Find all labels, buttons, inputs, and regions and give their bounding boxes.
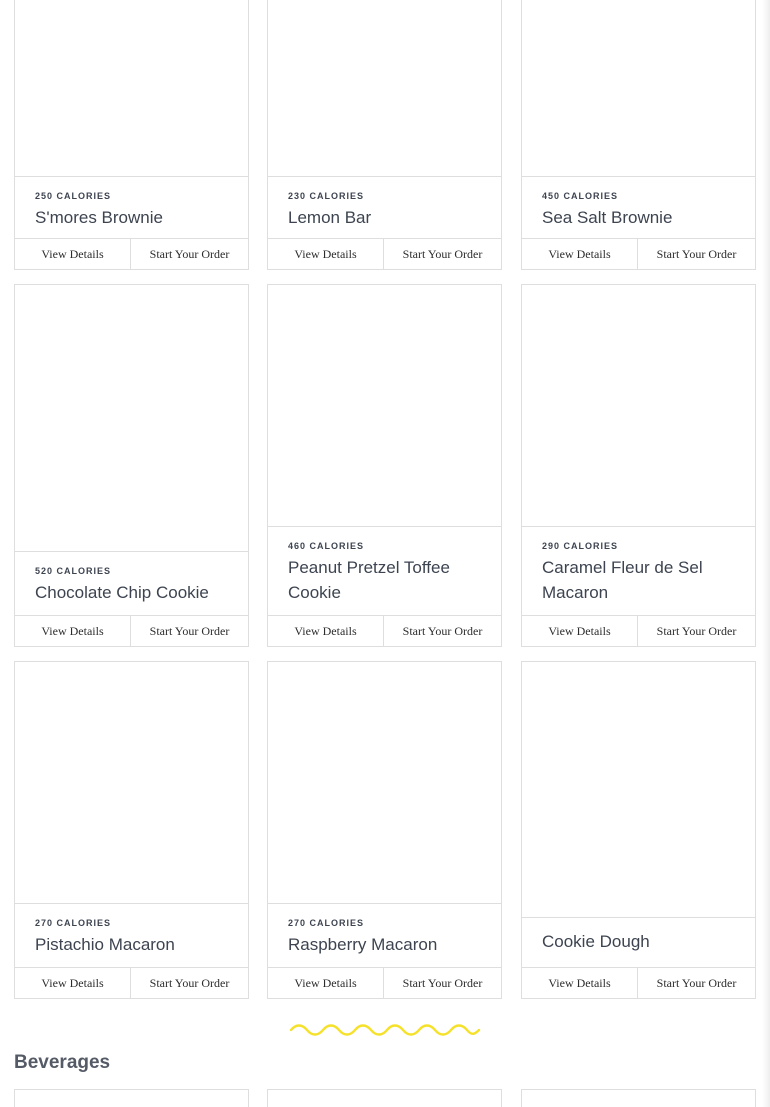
start-order-button[interactable]: Start Your Order	[402, 247, 483, 261]
product-name: S'mores Brownie	[35, 208, 163, 227]
view-details-button[interactable]: View Details	[15, 616, 131, 646]
product-card	[267, 661, 502, 999]
product-name: Peanut Pretzel Toffee Cookie	[288, 558, 450, 602]
product-name: Caramel Fleur de Sel Macaron	[542, 558, 703, 602]
product-calories: 290 CALORIES	[542, 541, 619, 551]
start-order-button[interactable]: Start Your Order	[656, 976, 737, 990]
wavy-divider-icon	[289, 1021, 481, 1039]
view-details-button[interactable]: View Details	[268, 968, 384, 998]
product-image[interactable]	[268, 0, 501, 176]
product-calories: 520 CALORIES	[35, 566, 112, 576]
view-details-button[interactable]: View Details	[15, 968, 131, 998]
view-details-button[interactable]: View Details	[15, 239, 131, 269]
product-image[interactable]	[522, 285, 755, 526]
product-calories: 450 CALORIES	[542, 191, 619, 201]
product-card[interactable]	[521, 1089, 756, 1107]
start-order-button[interactable]: Start Your Order	[656, 247, 737, 261]
view-details-button[interactable]: View Details	[268, 616, 384, 646]
start-order-button[interactable]: Start Your Order	[656, 624, 737, 638]
product-name: Sea Salt Brownie	[542, 208, 673, 227]
product-calories: 230 CALORIES	[288, 191, 365, 201]
product-calories: 250 CALORIES	[35, 191, 112, 201]
product-card	[267, 0, 502, 270]
product-card	[14, 284, 249, 647]
view-details-button[interactable]: View Details	[522, 968, 638, 998]
product-card	[14, 661, 249, 999]
start-order-button[interactable]: Start Your Order	[149, 247, 230, 261]
product-image[interactable]	[268, 285, 501, 526]
view-details-button[interactable]: View Details	[522, 616, 638, 646]
product-image[interactable]	[15, 0, 248, 176]
product-image[interactable]	[522, 662, 755, 917]
start-order-button[interactable]: Start Your Order	[402, 624, 483, 638]
start-order-button[interactable]: Start Your Order	[149, 624, 230, 638]
product-card	[521, 661, 756, 999]
product-name: Lemon Bar	[288, 208, 372, 227]
product-name: Cookie Dough	[542, 932, 650, 951]
product-name: Chocolate Chip Cookie	[35, 583, 209, 602]
product-image[interactable]	[15, 662, 248, 903]
product-calories: 270 CALORIES	[288, 918, 365, 928]
view-details-button[interactable]: View Details	[522, 239, 638, 269]
product-calories: 270 CALORIES	[35, 918, 112, 928]
product-card	[521, 284, 756, 647]
product-card[interactable]	[14, 1089, 249, 1107]
start-order-button[interactable]: Start Your Order	[402, 976, 483, 990]
product-image[interactable]	[15, 285, 248, 551]
product-calories: 460 CALORIES	[288, 541, 365, 551]
scrollbar-track[interactable]	[762, 0, 770, 1107]
product-name: Raspberry Macaron	[288, 935, 438, 954]
product-card[interactable]	[267, 1089, 502, 1107]
product-name: Pistachio Macaron	[35, 935, 175, 954]
section-heading: Beverages	[14, 1052, 111, 1073]
view-details-button[interactable]: View Details	[268, 239, 384, 269]
start-order-button[interactable]: Start Your Order	[149, 976, 230, 990]
product-card	[267, 284, 502, 647]
product-card	[521, 0, 756, 270]
product-card	[14, 0, 249, 270]
product-image[interactable]	[522, 0, 755, 176]
product-image[interactable]	[268, 662, 501, 903]
